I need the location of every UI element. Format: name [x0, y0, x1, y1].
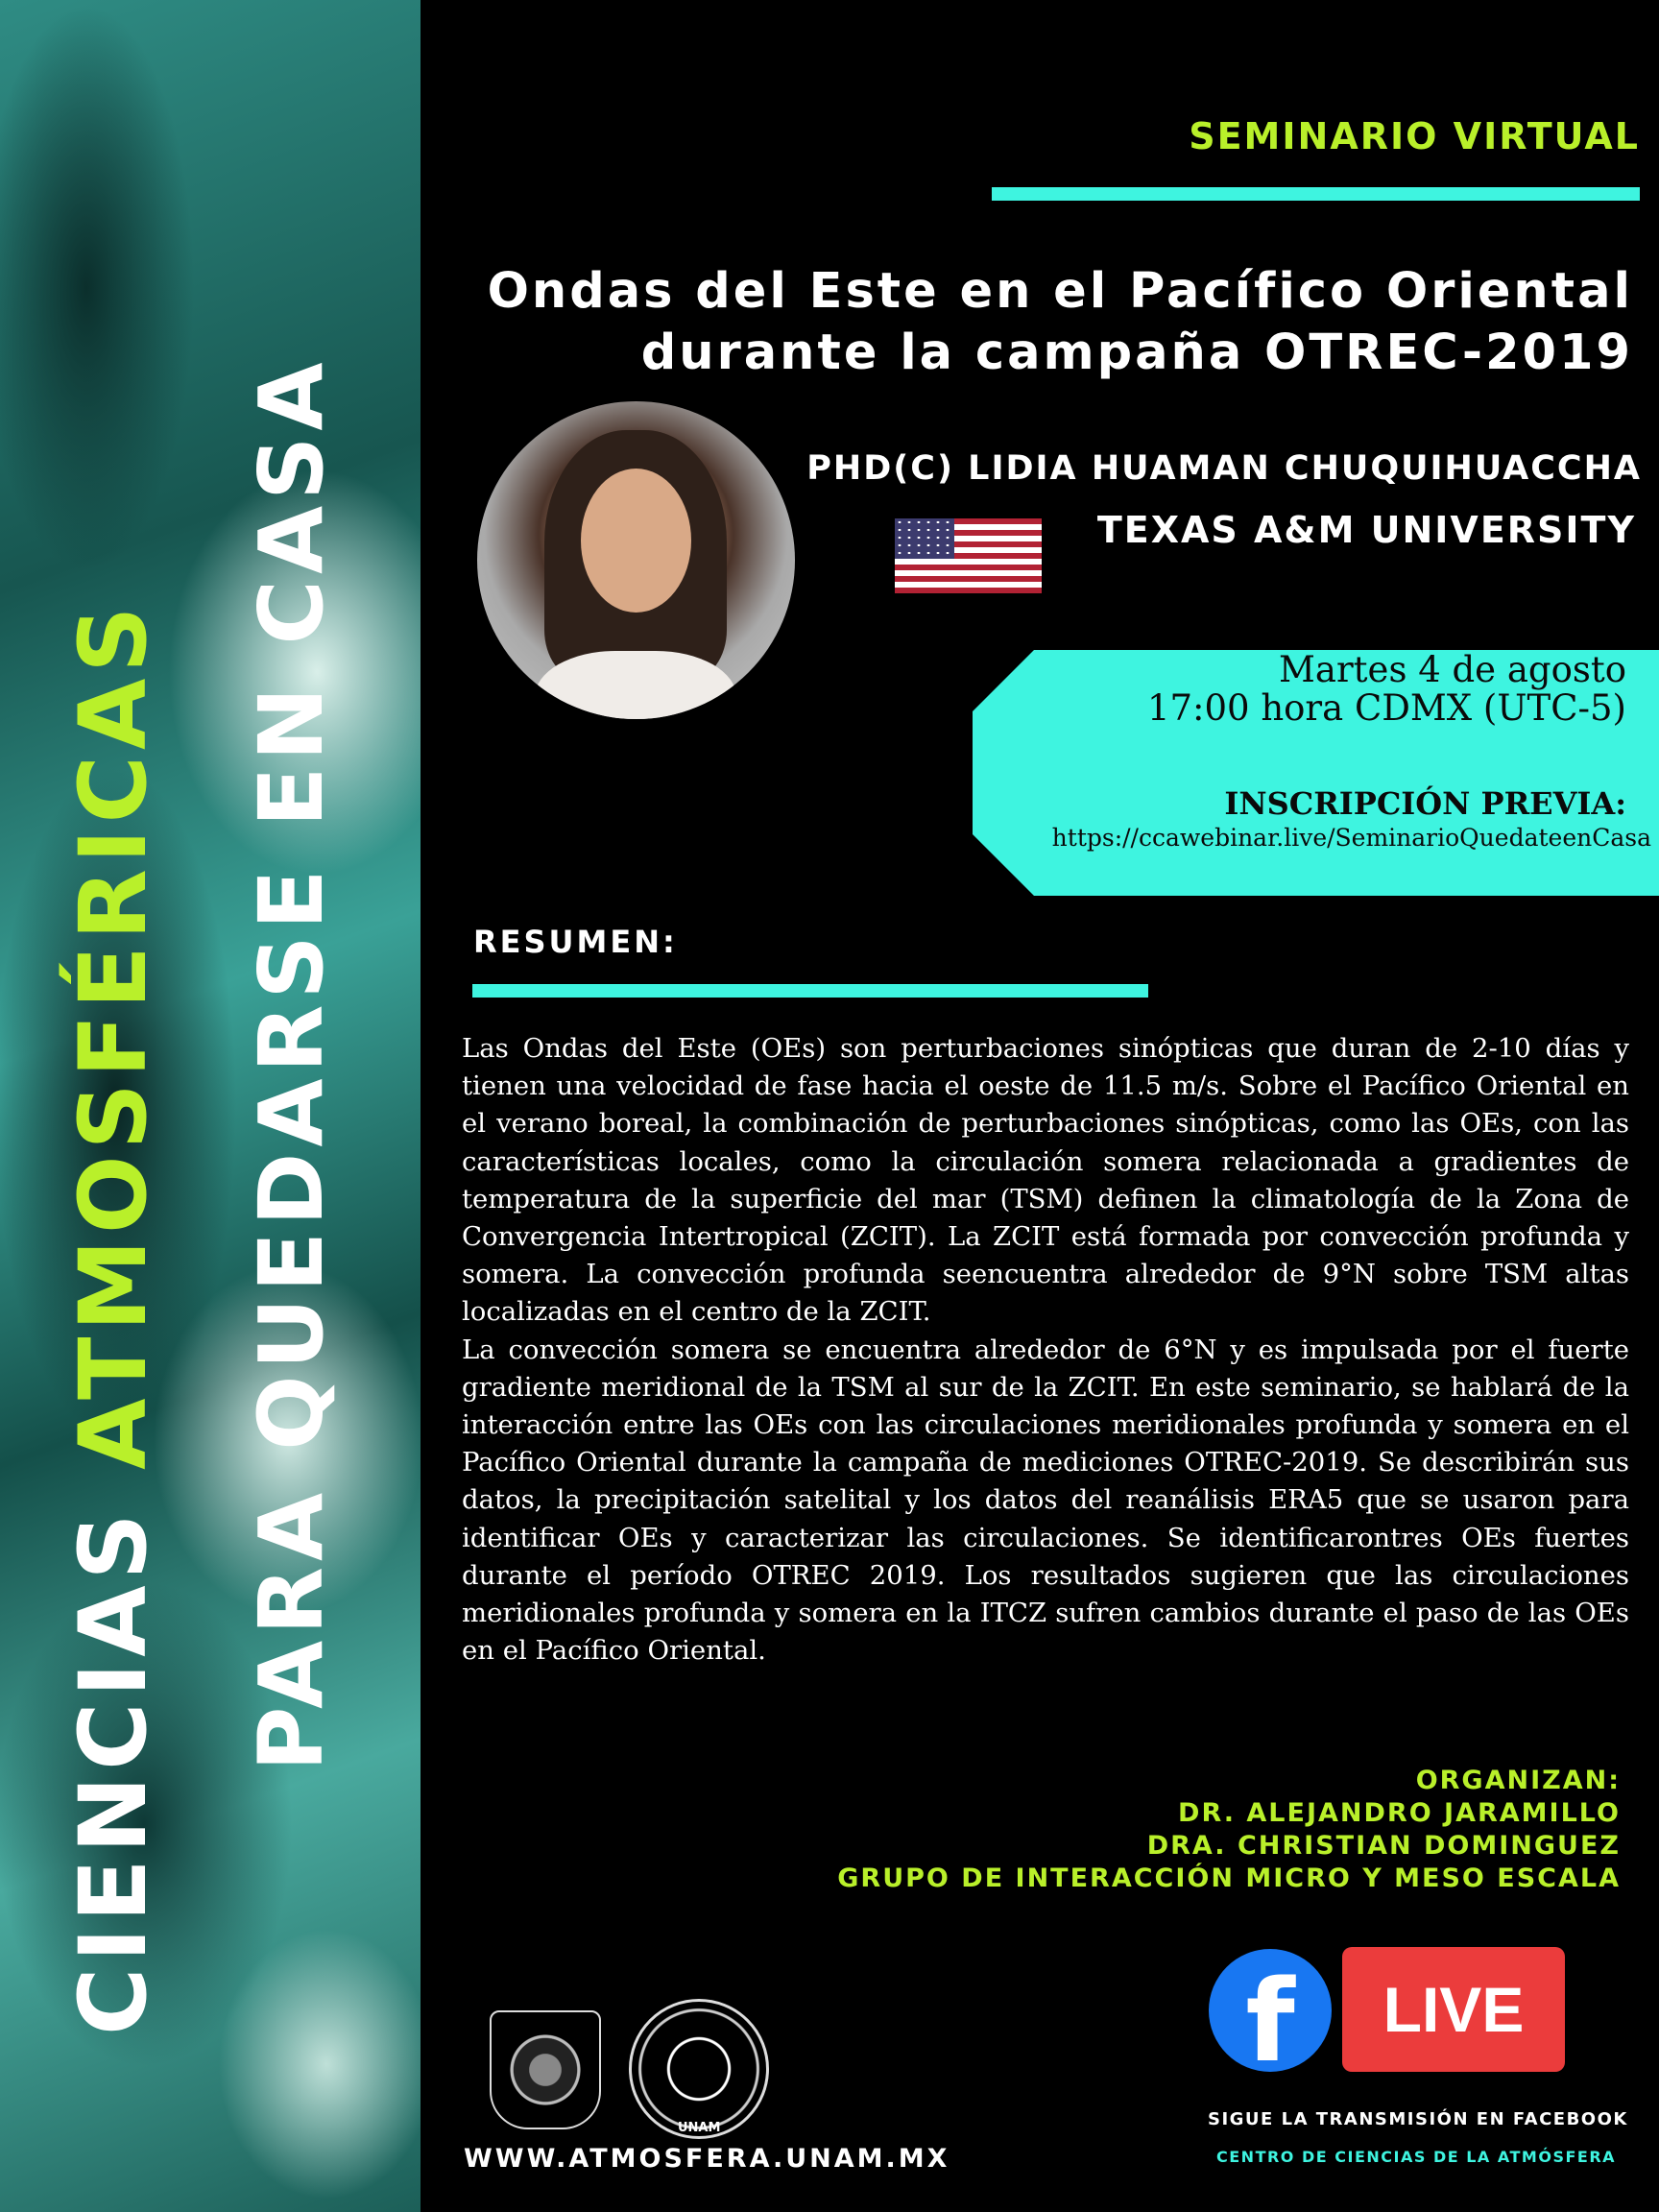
- schedule-datetime: [1147, 651, 1626, 728]
- abstract-paragraph-2: La convección somera se encuentra alrededor de 6°N y es impulsada por el fuerte gradiente meridional de la TSM al sur de la ZCIT. En este seminario, se hablará de la interacción entre las OEs con las circulaciones meridionales profunda y somera en el Pacífico Oriental durante la campaña de mediciones OTREC-2019. Se describirán sus datos, la precipitación satelital y los datos del reanálisis ERA5 que se usaron para identificar OEs y caracterizar las circulaciones. Se identificarontres OEs fuertes durante el período OTREC 2019. Los resultados sugieren que las circulaciones meridionales profunda y somera en la ITCZ sufren cambios durante el paso de las OEs en el Pacífico Oriental.: [462, 1334, 1629, 1667]
- cca-logo-icon: [629, 1999, 769, 2139]
- center-name: CENTRO DE CIENCIAS DE LA ATMÓSFERA: [1216, 2148, 1617, 2166]
- marble-sidebar: [0, 0, 421, 2212]
- organizers: [837, 1765, 1621, 1895]
- organizer-item: DRA. CHRISTIAN DOMINGUEZ: [1146, 1831, 1621, 1861]
- title-line2: durante la campaña OTREC-2019: [640, 325, 1633, 381]
- schedule-date: Martes 4 de agosto: [1279, 649, 1626, 690]
- speaker-university: TEXAS A&M UNIVERSITY: [1096, 509, 1636, 551]
- usa-flag-icon: [895, 518, 1042, 593]
- cca-logo-label: UNAM: [678, 2121, 721, 2135]
- schedule-time: 17:00 hora CDMX (UTC-5): [1146, 687, 1626, 729]
- sidebar-word-atmosfericas: ATMOSFÉRICAS: [60, 600, 167, 1470]
- sidebar-title-line2: PARA QUEDARSE EN CASA: [240, 356, 343, 1771]
- abstract-body: [462, 1030, 1629, 1670]
- unam-logo-icon: [490, 2010, 601, 2129]
- sidebar-title-line1: [60, 601, 167, 2035]
- organizer-item: DR. ALEJANDRO JARAMILLO: [1178, 1798, 1621, 1828]
- website-link[interactable]: WWW.ATMOSFERA.UNAM.MX: [464, 2144, 950, 2174]
- header-divider: [992, 187, 1640, 201]
- seminar-title: [488, 261, 1633, 384]
- registration-label: INSCRIPCIÓN PREVIA:: [1224, 785, 1626, 822]
- abstract-paragraph-1: Las Ondas del Este (OEs) son perturbaciones sinópticas que duran de 2-10 días y tienen una velocidad de fase hacia el oeste de 11.5 m/s. Sobre el Pacífico Oriental en el verano boreal, la combinación de perturbaciones sinópticas, como las OEs, con las características locales, como la circulación somera relacionada a gradientes de temperatura de la superficie del mar (TSM) definen la climatología de la Zona de Convergencia Intertropical (ZCIT). La ZCIT está formada por convección profunda y somera. La convección profunda seencuentra alrededor de 9°N sobre TSM altas localizadas en el centro de la ZCIT.: [462, 1033, 1629, 1328]
- facebook-icon[interactable]: f: [1209, 1949, 1332, 2072]
- follow-facebook-text: SIGUE LA TRANSMISIÓN EN FACEBOOK: [1208, 2109, 1628, 2129]
- registration-link[interactable]: https://ccawebinar.live/SeminarioQuedateenCasa: [1051, 824, 1651, 852]
- live-badge[interactable]: LIVE: [1342, 1947, 1565, 2072]
- abstract-divider: [472, 984, 1148, 998]
- organizers-heading: ORGANIZAN:: [1415, 1766, 1621, 1795]
- title-line1: Ondas del Este en el Pacífico Oriental: [487, 263, 1633, 320]
- speaker-name: PHD(C) LIDIA HUAMAN CHUQUIHUACCHA: [806, 449, 1642, 488]
- speaker-photo: [477, 401, 795, 719]
- organizer-item: GRUPO DE INTERACCIÓN MICRO Y MESO ESCALA: [837, 1863, 1621, 1893]
- sidebar-word-ciencias: CIENCIAS: [60, 1469, 167, 2035]
- abstract-heading: RESUMEN:: [473, 924, 678, 960]
- event-type: SEMINARIO VIRTUAL: [1189, 115, 1640, 157]
